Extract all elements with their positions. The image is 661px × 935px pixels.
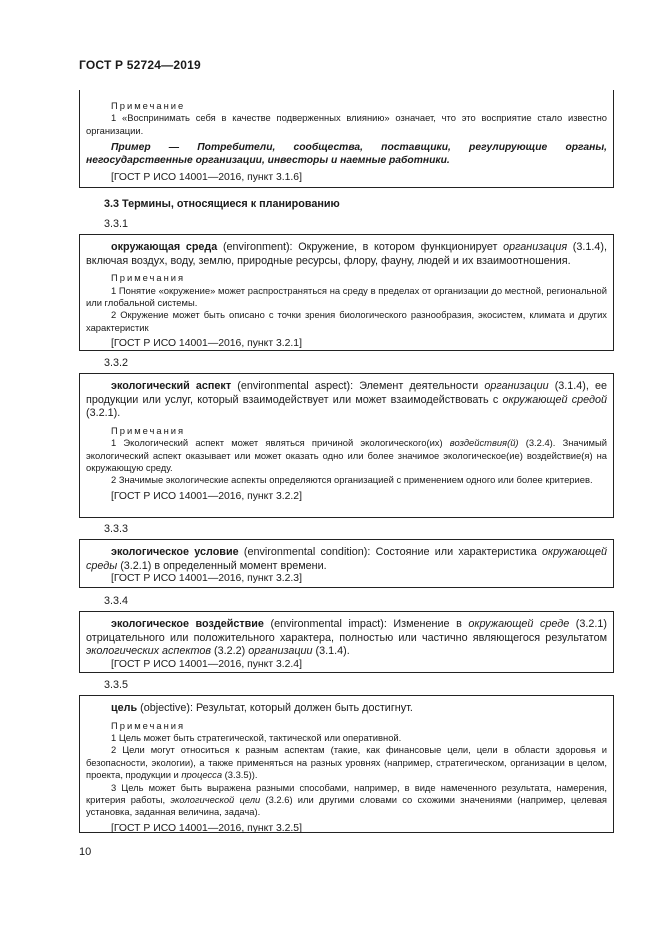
term-number-3-3-2: 3.3.2	[104, 357, 129, 369]
note-3: 3 Цель может быть выражена разными способами, например, в виде намеченного результата, намерения, критерия работы, экологической цели (3.2.6) или другими словами со схожими значениями (например, целевая установка, заданная величина, задача).	[86, 781, 607, 818]
term-box-3-3-1	[79, 234, 614, 351]
source-reference: [ГОСТ Р ИСО 14001—2016, пункт 3.2.5]	[111, 822, 302, 834]
notes-heading: Примечания	[111, 272, 186, 284]
note-2: 2 Окружение может быть описано с точки зрения биологического разнообразия, экосистем, климата и других характеристик	[86, 309, 607, 333]
note-1: 1 Экологический аспект может являться причиной экологического(их) воздействия(й) (3.2.4). Значимый экологический аспект оказывает или может оказать одно или более значимое экологическое(ие) воздействие(я) на окружающую среду.	[86, 437, 607, 473]
source-reference: [ГОСТ Р ИСО 14001—2016, пункт 3.2.3]	[111, 573, 302, 585]
term-definition: экологическое воздействие (environmental impact): Изменение в окружающей среде (3.2.1) отрицательного или положительного характера, полностью или частично являющегося результатом экологических аспектов (3.2.2) организации (3.1.4).	[86, 618, 607, 658]
term-box-3-3-4	[79, 611, 614, 673]
term-box-3-3-5	[79, 695, 614, 833]
source-reference: [ГОСТ Р ИСО 14001—2016, пункт 3.2.1]	[111, 338, 302, 350]
term-name: экологический аспект	[111, 380, 232, 392]
note-2: 2 Значимые экологические аспекты определяются организацией с применением одного или более критериев.	[111, 474, 593, 486]
document-code: ГОСТ Р 52724—2019	[79, 58, 201, 72]
section-title: 3.3 Термины, относящиеся к планированию	[104, 198, 340, 210]
term-name: экологическое условие	[111, 546, 239, 558]
term-number-3-3-3: 3.3.3	[104, 523, 129, 535]
term-definition: экологический аспект (environmental aspect): Элемент деятельности организации (3.1.4), ее продукции или услуг, который взаимодействует или может взаимодействовать с окружающей средой (3.2.1).	[86, 380, 608, 420]
term-name: экологическое воздействие	[111, 618, 264, 630]
term-definition: цель (objective): Результат, который должен быть достигнут.	[111, 702, 413, 714]
note-1: 1 Понятие «окружение» может распространяться на среду в пределах от организации до местной, региональной или глобальной системы.	[86, 284, 607, 308]
term-definition: окружающая среда (environment): Окружение, в котором функционирует организация (3.1.4), включая воздух, воду, землю, природные ресурсы, флору, фауну, людей и их взаимоотношения.	[86, 241, 607, 267]
source-reference: [ГОСТ Р ИСО 14001—2016, пункт 3.2.4]	[111, 658, 302, 670]
source-reference: [ГОСТ Р ИСО 14001—2016, пункт 3.1.6]	[111, 171, 302, 183]
source-reference: [ГОСТ Р ИСО 14001—2016, пункт 3.2.2]	[111, 490, 302, 502]
term-box-3-3-3	[79, 539, 614, 588]
notes-heading: Примечания	[111, 424, 186, 436]
term-number-3-3-4: 3.3.4	[104, 595, 129, 607]
term-definition: экологическое условие (environmental condition): Состояние или характеристика окружающей среды (3.2.1) в определенный момент времени.	[86, 546, 607, 572]
note-2: 2 Цели могут относиться к разным аспектам (такие, как финансовые цели, цели в области здоровья и безопасности, экологии), а также применяться на разных уровнях (например, стратегическом, организации в целом, проекта, продукции и процесса (3.3.5)).	[86, 744, 607, 781]
notes-heading: Примечания	[111, 719, 186, 731]
note-1: 1 Цель может быть стратегической, тактической или оперативной.	[111, 732, 402, 743]
term-box-continued	[79, 90, 614, 188]
term-number-3-3-5: 3.3.5	[104, 679, 129, 691]
note-1: 1 «Воспринимать себя в качестве подверженных влиянию» означает, что это восприятие стало известно организации.	[86, 112, 607, 136]
term-name: цель	[111, 702, 138, 714]
term-name: окружающая среда	[111, 241, 218, 253]
term-box-3-3-2	[79, 373, 614, 518]
example-text: Пример — Потребители, сообщества, поставщики, регулирующие органы, негосударственные организации, инвесторы и наемные работники.	[86, 142, 607, 167]
term-number-3-3-1: 3.3.1	[104, 218, 129, 230]
page-number: 10	[79, 846, 92, 858]
note-heading: Примечание	[111, 100, 186, 111]
